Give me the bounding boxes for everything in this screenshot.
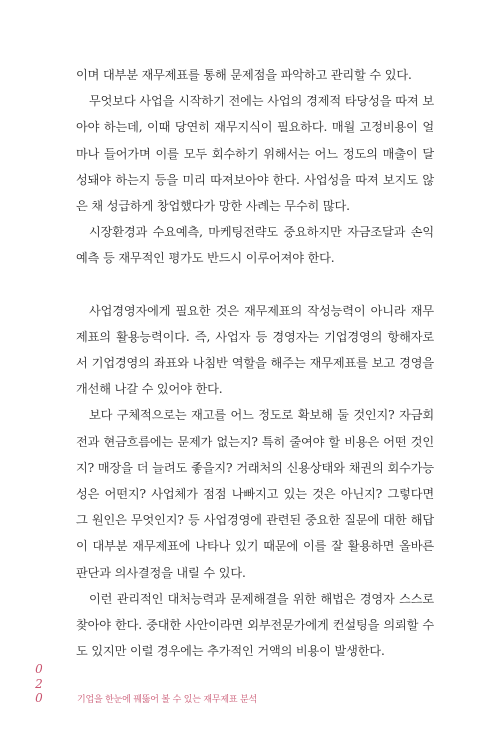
section-gap — [76, 272, 434, 298]
page-body — [76, 62, 434, 664]
running-title: 기업을 한눈에 꿰뚫어 볼 수 있는 재무제표 분석 — [77, 695, 258, 705]
paragraph-specific-questions: 보다 구체적으로는 재고를 어느 정도로 확보해 둘 것인지? 자금회전과 현금흐름에는 문제가 없는지? 특히 줄여야 할 비용은 어떤 것인지? 매장을 더 늘려도 좋을지? 거래처의 신용상태와 채권의 회수가능성은 어떤지? 사업체가 점점 나빠지고 있는 것은 아닌지? 그렇다면 그 원인은 무엇인지? 등 사업경영에 관련된 중요한 질문에 대한 해답이 대부분 재무제표에 나타나 있기 때문에 이를 잘 활용하면 올바른 판단과 의사결정을 내릴 수 있다. — [76, 408, 434, 580]
page-number-digit: 0 — [35, 691, 43, 705]
paragraph-market-evaluation: 시장환경과 수요예측, 마케팅전략도 중요하지만 자금조달과 손익 예측 등 재무적인 평가도 반드시 이루어져야 한다. — [76, 225, 434, 266]
paragraph-feasibility: 무엇보다 사업을 시작하기 전에는 사업의 경제적 타당성을 따져 보아야 하는데, 이때 당연히 재무지식이 필요하다. 매월 고정비용이 얼마나 들어가며 이를 모두 회수하기 위해서는 어느 정도의 매출이 달성돼야 하는지 등을 미리 따져보아야 한다. 사업성을 따져 보지도 않은 채 성급하게 창업했다가 망한 사례는 무수히 많다. — [76, 94, 434, 214]
page-number-digit: 0 — [35, 662, 43, 676]
page-number-digit: 2 — [35, 676, 43, 691]
paragraph-utilization-ability: 사업경영자에게 필요한 것은 재무제표의 작성능력이 아니라 재무제표의 활용능력이다. 즉, 사업자 등 경영자는 기업경영의 항해자로서 기업경영의 좌표와 나침반 역할을 해주는 재무제표를 보고 경영을 개선해 나갈 수 있어야 한다. — [76, 303, 434, 397]
paragraph-continuation: 이며 대부분 재무제표를 통해 문제점을 파악하고 관리할 수 있다. — [76, 68, 412, 82]
page-number — [33, 662, 45, 706]
paragraph-problem-solving: 이런 관리적인 대처능력과 문제해결을 위한 해법은 경영자 스스로 찾아야 한다. 중대한 사안이라면 외부전문가에게 컨설팅을 의뢰할 수도 있지만 이럴 경우에는 추가적인 거액의 비용이 발생한다. — [76, 591, 434, 659]
